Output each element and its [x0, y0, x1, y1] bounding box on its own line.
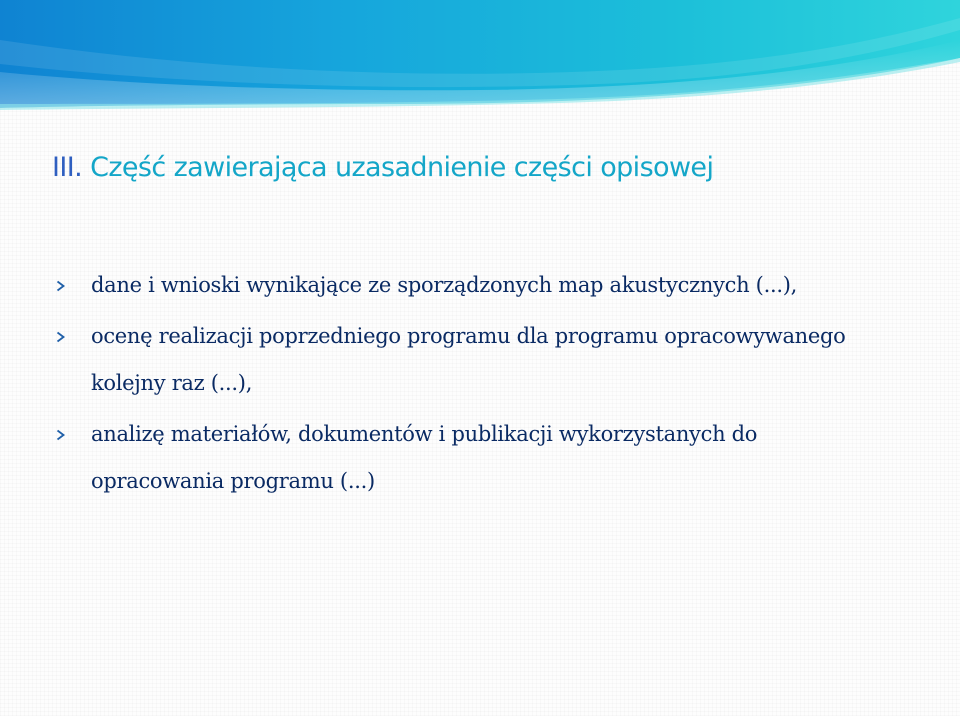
title-number: III. — [52, 152, 83, 183]
arrow-right-icon — [56, 280, 66, 292]
bullet-text: dane i wnioski wynikające ze sporządzonych map akustycznych (...), — [91, 273, 797, 297]
title-text: Część zawierająca uzasadnienie części opisowej — [90, 152, 714, 183]
banner-graphic — [0, 0, 960, 112]
header-banner — [0, 0, 960, 112]
bullet-item — [56, 262, 936, 309]
arrow-right-icon — [56, 331, 66, 343]
bullet-list — [56, 262, 936, 509]
bullet-item — [56, 411, 936, 505]
bullet-item — [56, 313, 936, 407]
bullet-text: analizę materiałów, dokumentów i publikacji wykorzystanych do opracowania programu (...) — [91, 422, 758, 493]
arrow-right-icon — [56, 429, 66, 441]
slide-title — [52, 152, 713, 183]
bullet-text: ocenę realizacji poprzedniego programu dla programu opracowywanego kolejny raz (...), — [91, 324, 846, 395]
